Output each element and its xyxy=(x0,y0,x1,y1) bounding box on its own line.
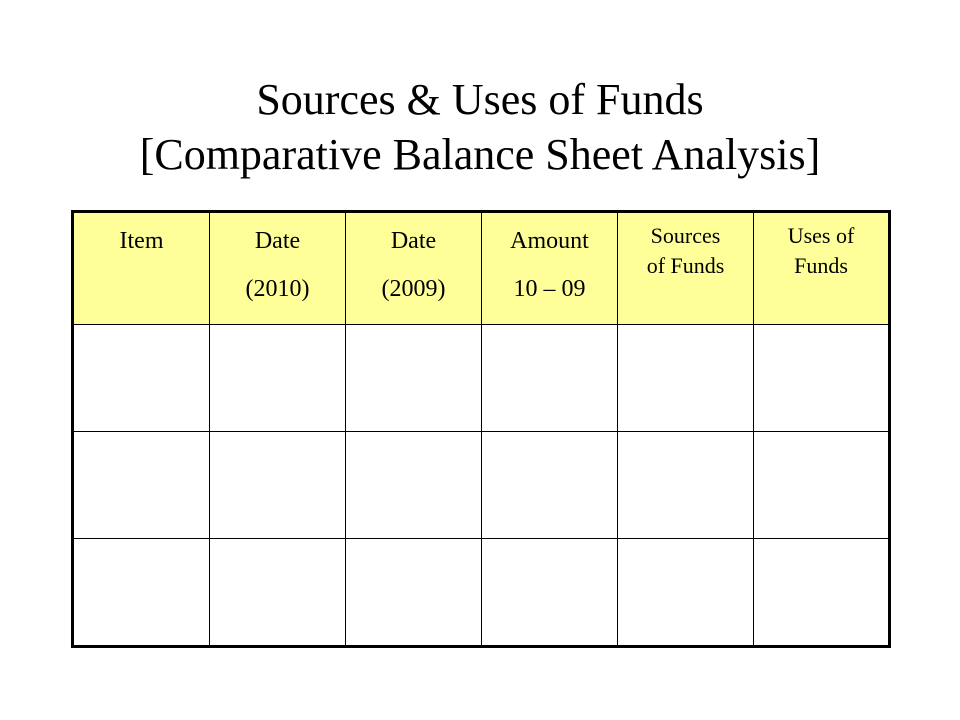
table-cell xyxy=(210,325,346,432)
column-header-uses-line2: Funds xyxy=(794,253,848,278)
table-cell xyxy=(482,539,618,647)
column-header-date-2010-line1: Date xyxy=(254,228,301,254)
slide-title-main: Sources & Uses of Funds xyxy=(256,75,704,124)
column-header-amount-line2: 10 – 09 xyxy=(513,276,586,302)
table-cell xyxy=(346,432,482,539)
table-cell xyxy=(754,325,890,432)
slide-title-subtitle: [Comparative Balance Sheet Analysis] xyxy=(139,130,821,179)
table-row xyxy=(73,325,890,432)
table-cell xyxy=(73,432,210,539)
table-cell xyxy=(73,325,210,432)
table-cell xyxy=(346,325,482,432)
table-cell xyxy=(618,325,754,432)
slide-title xyxy=(0,72,960,182)
sources-uses-table xyxy=(71,210,891,648)
column-header-date-2010-line2: (2010) xyxy=(245,276,310,302)
column-header-amount xyxy=(482,212,618,325)
table-cell xyxy=(618,432,754,539)
table-cell xyxy=(73,539,210,647)
column-header-date-2010 xyxy=(210,212,346,325)
table-row xyxy=(73,432,890,539)
column-header-sources-line2: of Funds xyxy=(646,253,725,278)
column-header-date-2009 xyxy=(346,212,482,325)
column-header-uses-line1: Uses of xyxy=(787,223,855,248)
table-cell xyxy=(754,432,890,539)
column-header-amount-line1: Amount xyxy=(510,228,589,254)
table-cell xyxy=(346,539,482,647)
table-cell xyxy=(210,432,346,539)
column-header-date-2009-line1: Date xyxy=(390,228,437,254)
table-row xyxy=(73,539,890,647)
table-cell xyxy=(210,539,346,647)
table-cell xyxy=(754,539,890,647)
column-header-date-2009-line2: (2009) xyxy=(381,276,446,302)
column-header-sources-line1: Sources xyxy=(650,223,721,248)
column-header-item xyxy=(73,212,210,325)
column-header-item-label: Item xyxy=(119,228,164,254)
table-cell xyxy=(618,539,754,647)
column-header-uses-of-funds xyxy=(754,212,890,325)
table-cell xyxy=(482,432,618,539)
table-header-row xyxy=(73,212,890,325)
column-header-sources-of-funds xyxy=(618,212,754,325)
table-cell xyxy=(482,325,618,432)
